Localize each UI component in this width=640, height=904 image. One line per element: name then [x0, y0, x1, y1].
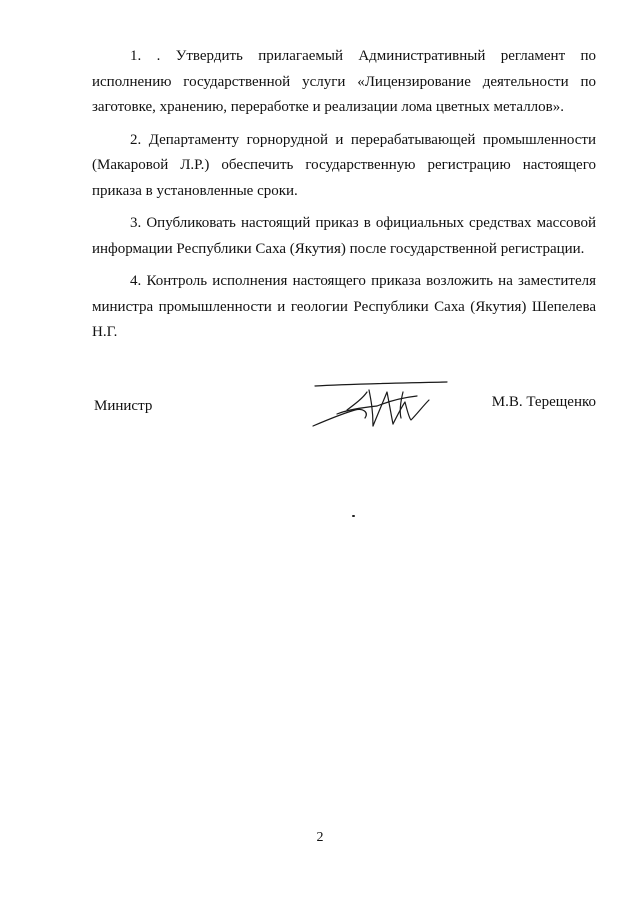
signatory-title: Министр [94, 398, 153, 414]
page-number: 2 [316, 830, 324, 845]
signature-block [92, 380, 596, 440]
handwritten-signature [307, 380, 457, 436]
signatory-name: М.В. Терещенко [491, 394, 596, 410]
paragraph-2: 2. Департаменту горнорудной и перерабатывающей промышленности (Макаровой Л.Р.) обеспечить государственную регистрацию настоящего приказа в установленные сроки. [92, 131, 596, 199]
paragraph-1: 1. . Утвердить прилагаемый Административный регламент по исполнению государственной услуги «Лицензирование деятельности по заготовке, хранению, переработке и реализации лома цветных металлов». [92, 48, 596, 115]
document-body [92, 44, 596, 353]
paragraph-4: 4. Контроль исполнения настоящего приказа возложить на заместителя министра промышленности и геологии Республики Саха (Якутия) Шепелева Н.Г. [92, 273, 596, 340]
paragraph-3: 3. Опубликовать настоящий приказ в официальных средствах массовой информации Республики Саха (Якутия) после государственной регистрации. [92, 215, 596, 257]
scan-speck [352, 515, 355, 517]
